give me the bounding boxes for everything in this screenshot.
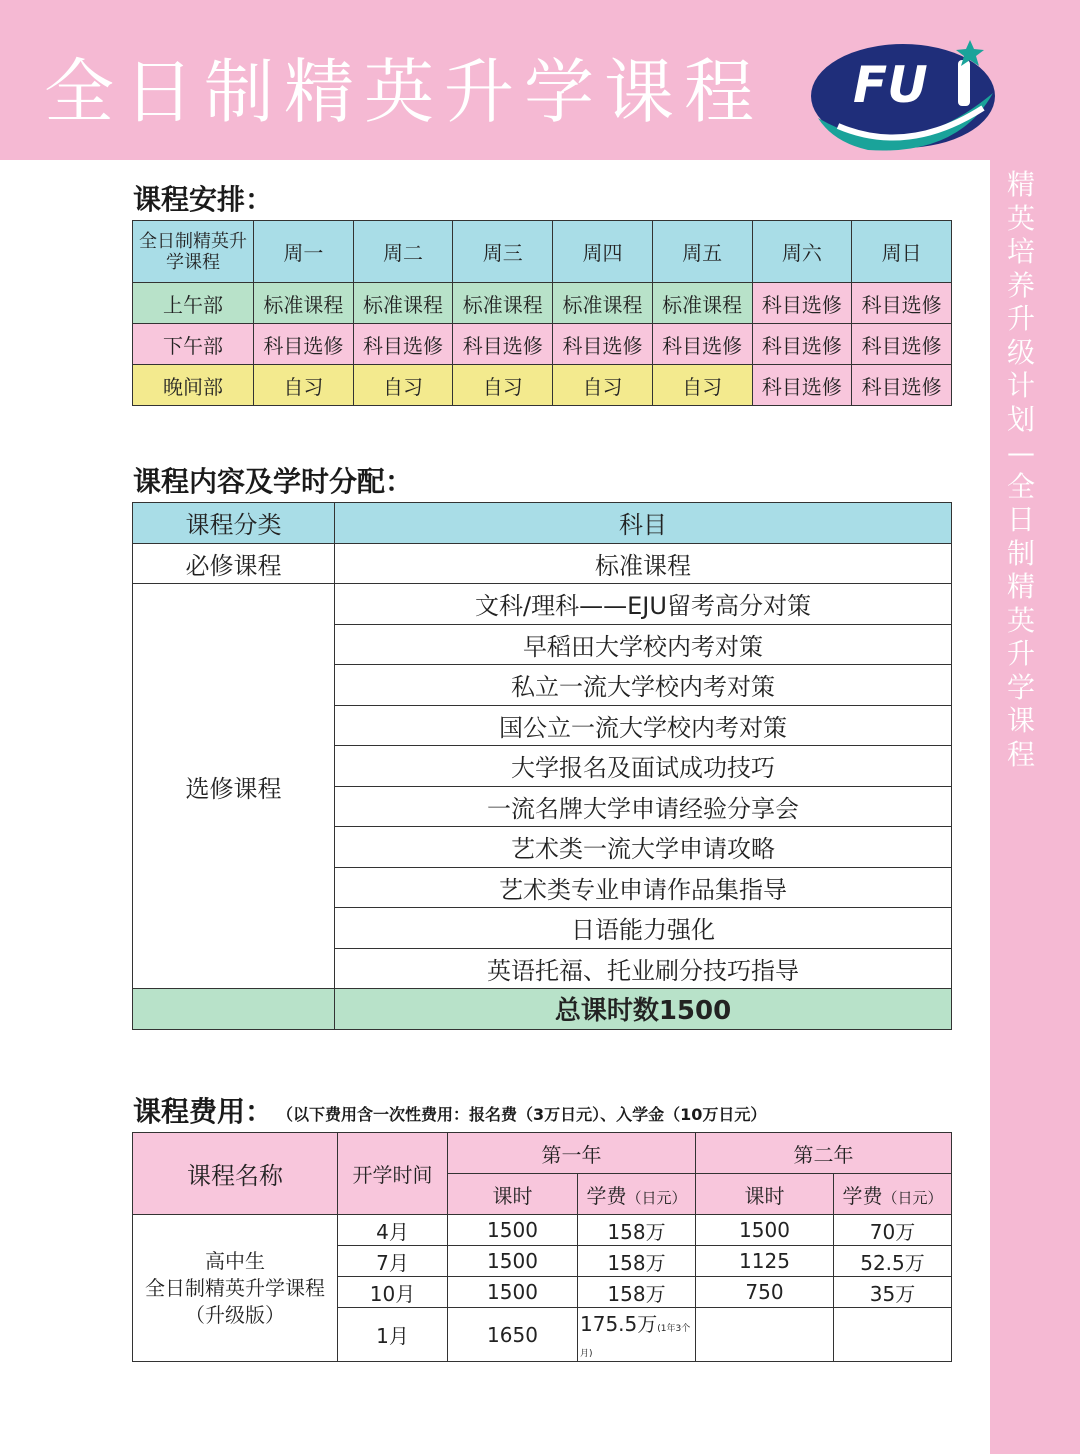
col-start-header: 开学时间 xyxy=(338,1133,448,1215)
start-month: 4月 xyxy=(338,1215,448,1246)
year1-hours: 1500 xyxy=(448,1246,578,1277)
day-header: 周三 xyxy=(453,221,553,283)
year1-fee-value: 175.5万 xyxy=(580,1312,658,1336)
year1-fee: 158万 xyxy=(578,1246,696,1277)
schedule-section-title: 课程安排： xyxy=(133,183,274,216)
year2-hours: 1125 xyxy=(696,1246,834,1277)
schedule-cell: 科目选修 xyxy=(652,324,752,365)
day-header: 周日 xyxy=(852,221,952,283)
course-name-line2: 全日制精英升学课程 xyxy=(145,1275,325,1300)
schedule-cell: 科目选修 xyxy=(852,283,952,324)
fees-note: （以下费用含一次性费用：报名费（3万日元）、入学金（10万日元） xyxy=(285,1104,767,1124)
page-title: 全日制精英升学课程 xyxy=(44,51,764,133)
year1-hours: 1500 xyxy=(448,1215,578,1246)
course-name-line3: （升级版） xyxy=(185,1302,285,1327)
elective-item: 日语能力强化 xyxy=(335,908,952,949)
year2-fee: 52.5万 xyxy=(834,1246,952,1277)
schedule-table xyxy=(132,220,952,406)
elective-item: 英语托福、托业刷分技巧指导 xyxy=(335,948,952,989)
elective-item: 艺术类专业申请作品集指导 xyxy=(335,867,952,908)
schedule-cell: 科目选修 xyxy=(453,324,553,365)
day-header: 周四 xyxy=(553,221,653,283)
fee-unit: （日元） xyxy=(882,1188,943,1207)
col-subject-header: 科目 xyxy=(335,503,952,544)
schedule-cell: 科目选修 xyxy=(353,324,453,365)
elective-label: 选修课程 xyxy=(133,584,335,989)
start-month: 10月 xyxy=(338,1277,448,1308)
year1-fee-note: (1年3个月) xyxy=(580,1324,691,1359)
schedule-corner: 全日制精英升学课程 xyxy=(133,221,254,283)
year1-fee: 158万 xyxy=(578,1277,696,1308)
schedule-cell: 自习 xyxy=(453,365,553,406)
year1-fee xyxy=(578,1308,696,1362)
header-banner xyxy=(0,0,1080,160)
elective-item: 私立一流大学校内考对策 xyxy=(335,665,952,706)
col-category-header: 课程分类 xyxy=(133,503,335,544)
schedule-cell: 标准课程 xyxy=(453,283,553,324)
fees-section-title xyxy=(133,1090,766,1130)
course-name-cell xyxy=(133,1215,338,1362)
row-label-morning: 上午部 xyxy=(133,283,254,324)
year1-header: 第一年 xyxy=(448,1133,696,1174)
fee-label: 学费 xyxy=(586,1183,627,1208)
year2-hours xyxy=(696,1308,834,1362)
elective-item: 早稻田大学校内考对策 xyxy=(335,624,952,665)
year2-fee-header xyxy=(834,1174,952,1215)
content-section-title: 课程内容及学时分配： xyxy=(133,465,414,498)
year2-hours-header: 课时 xyxy=(696,1174,834,1215)
schedule-cell: 科目选修 xyxy=(852,365,952,406)
side-vertical-text: 精英培养升级计划—全日制精英升学课程 xyxy=(1006,168,1035,771)
year1-fee: 158万 xyxy=(578,1215,696,1246)
row-label-evening: 晚间部 xyxy=(133,365,254,406)
start-month: 1月 xyxy=(338,1308,448,1362)
schedule-cell: 科目选修 xyxy=(752,365,852,406)
fee-label: 学费 xyxy=(842,1183,883,1208)
fee-unit: （日元） xyxy=(626,1188,687,1207)
elective-item: 一流名牌大学申请经验分享会 xyxy=(335,786,952,827)
required-subject: 标准课程 xyxy=(335,543,952,584)
elective-item: 国公立一流大学校内考对策 xyxy=(335,705,952,746)
row-label-afternoon: 下午部 xyxy=(133,324,254,365)
col-course-header: 课程名称 xyxy=(133,1133,338,1215)
year2-header: 第二年 xyxy=(696,1133,952,1174)
schedule-cell: 科目选修 xyxy=(852,324,952,365)
schedule-cell: 科目选修 xyxy=(752,283,852,324)
fees-title-text: 课程费用： xyxy=(133,1095,274,1128)
year2-hours: 1500 xyxy=(696,1215,834,1246)
total-hours: 总课时数1500 xyxy=(335,989,952,1030)
required-label: 必修课程 xyxy=(133,543,335,584)
day-header: 周一 xyxy=(254,221,354,283)
schedule-cell: 科目选修 xyxy=(752,324,852,365)
year1-hours-header: 课时 xyxy=(448,1174,578,1215)
year2-hours: 750 xyxy=(696,1277,834,1308)
day-header: 周二 xyxy=(353,221,453,283)
fu-logo xyxy=(808,38,998,158)
schedule-cell: 自习 xyxy=(254,365,354,406)
schedule-cell: 标准课程 xyxy=(254,283,354,324)
elective-item: 文科/理科——EJU留考高分对策 xyxy=(335,584,952,625)
year1-hours: 1650 xyxy=(448,1308,578,1362)
elective-item: 艺术类一流大学申请攻略 xyxy=(335,827,952,868)
fees-table xyxy=(132,1132,952,1362)
schedule-cell: 标准课程 xyxy=(353,283,453,324)
logo-i-stem xyxy=(958,60,970,106)
schedule-cell: 科目选修 xyxy=(553,324,653,365)
start-month: 7月 xyxy=(338,1246,448,1277)
schedule-cell: 自习 xyxy=(652,365,752,406)
year1-fee-header xyxy=(578,1174,696,1215)
schedule-cell: 科目选修 xyxy=(254,324,354,365)
year2-fee: 70万 xyxy=(834,1215,952,1246)
elective-item: 大学报名及面试成功技巧 xyxy=(335,746,952,787)
content-table xyxy=(132,502,952,1030)
year2-fee xyxy=(834,1308,952,1362)
logo-text: FU xyxy=(853,56,928,114)
day-header: 周六 xyxy=(752,221,852,283)
schedule-cell: 自习 xyxy=(353,365,453,406)
course-name-line1: 高中生 xyxy=(205,1248,265,1273)
schedule-cell: 标准课程 xyxy=(652,283,752,324)
year2-fee: 35万 xyxy=(834,1277,952,1308)
year1-hours: 1500 xyxy=(448,1277,578,1308)
day-header: 周五 xyxy=(652,221,752,283)
total-label-cell xyxy=(133,989,335,1030)
schedule-cell: 标准课程 xyxy=(553,283,653,324)
schedule-cell: 自习 xyxy=(553,365,653,406)
